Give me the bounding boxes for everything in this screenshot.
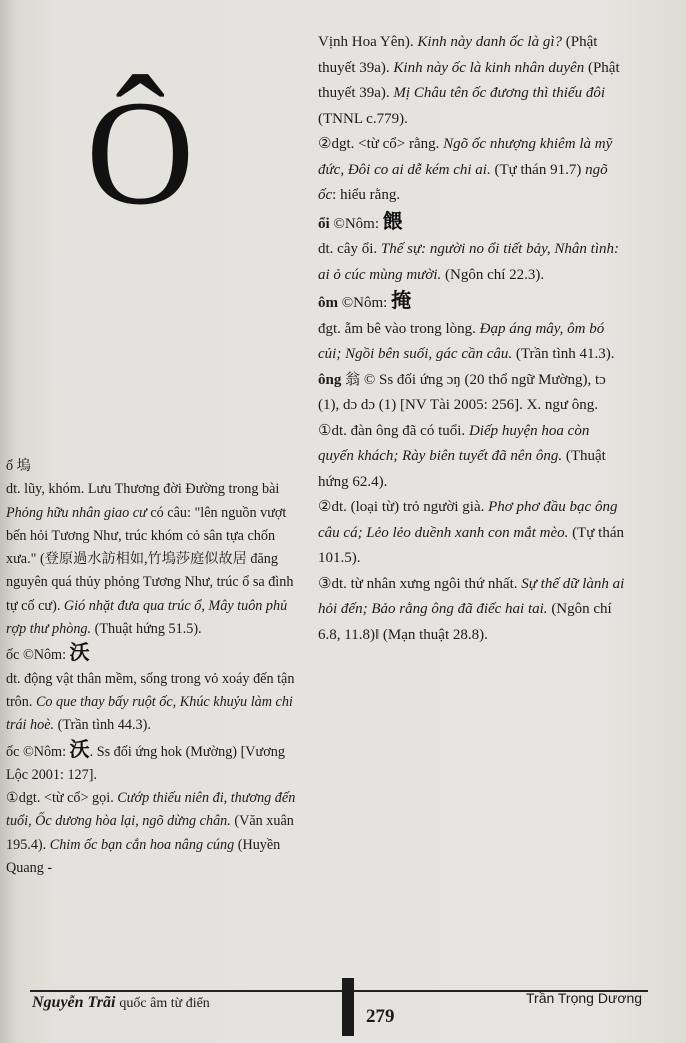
definition: đgt. ẵm bê vào trong lòng. [318, 320, 480, 337]
headword: ôm [318, 295, 338, 311]
headword: ốc ©Nôm: [6, 743, 67, 760]
citation: (Huyền Quang - [6, 836, 281, 877]
entry-ong-head [318, 368, 628, 419]
quote: Chim ốc bạn cắn hoa nâng cúng [49, 836, 235, 853]
headword: ốc ©Nôm: [6, 647, 67, 664]
etymology: 翁 © Ss đối ứng ɔŋ (20 thổ ngữ Mường), tɔ (1), dɔ dɔ (1) [NV Tài 2005: 256]. X. ngư ông. [318, 371, 606, 413]
citation: (Tự thán 101.5). [318, 524, 624, 566]
quote: Kinh này ốc là kinh nhân duyên [393, 59, 585, 76]
quote: Sự thế dữ lành ai hỏi đến; Bảo rằng ông đã điếc hai tai. [318, 575, 625, 617]
definition: dt. lũy, khóm. Lưu Thương đời Đường trong bài [6, 481, 280, 498]
quote: Phỏng hữu nhân giao cư [6, 504, 147, 521]
entry-o-2 [6, 455, 306, 641]
entry-oc-2-sense-1 [6, 787, 306, 880]
entry-ong-sense-1 [318, 419, 628, 496]
definition: ②dt. (loại từ) trỏ người già. [318, 499, 489, 515]
quote: Diếp huyện hoa còn quyến khách; Rày biên tuyết đã nên ông. [318, 422, 590, 464]
citation: (Phật thuyết 39a). [318, 34, 598, 76]
quote: Thế sự: người no ổi tiết bảy, Nhân tình: ai ỏ cúc mùng mười. [318, 241, 620, 283]
book-subtitle: quốc âm từ điển [119, 996, 210, 1011]
page-footer [0, 978, 686, 1043]
term: ngõ ốc [318, 161, 608, 203]
definition: . Ss đối ứng hok (Mường) [Vương Lộc 2001: 127]. [6, 743, 285, 783]
book-title-text: Nguyễn Trãi [32, 994, 116, 1011]
author-name: Trần Trọng Dương [526, 990, 643, 1006]
definition: Vịnh Hoa Yên). [318, 34, 418, 50]
entry-ong-sense-3 [318, 572, 628, 649]
citation: (Ngôn chí 22.3). [441, 266, 545, 283]
citation: (Trần tình 41.3). [512, 346, 615, 362]
nom-glyph: 掩 [391, 288, 412, 312]
citation: (Văn xuân 195.4). [6, 813, 294, 853]
quote: Ngõ ốc nhượng khiêm là mỹ đức, Đôi co ai dễ kém chi ai. [318, 136, 613, 178]
citation: (Ngôn chí 6.8, 11.8)‖ (Mạn thuật 28.8). [318, 601, 612, 643]
definition: ①dt. đàn ông đã có tuổi. [318, 422, 469, 439]
entry-oi-def [318, 237, 628, 288]
quote: Cướp thiếu niên đi, thương đến tuổi, Ốc dương hòa lại, ngõ dừng chân. [6, 790, 296, 830]
entry-ong-sense-2 [318, 495, 628, 572]
definition: dt. cây ổi. [318, 241, 381, 257]
definition-cont: có câu: "lên nguồn vượt bến hỏi Tương Như, trúc khóm cỏ sân tựa chốn xưa." (登原過水訪相如,竹塢莎庭似故居 đăng nguyên quá thủy phỏng Tương Như, trúc ổ sa đình tự cố cư). [6, 504, 294, 614]
entry-sense-2 [318, 132, 628, 209]
quote: Phơ phơ đầu bạc ông câu cá; Lẻo lẻo duềnh xanh con mắt mèo. [318, 499, 618, 541]
entry-om-def [318, 317, 628, 368]
book-title [32, 994, 210, 1012]
quote: Mị Châu tên ốc đương thì thiếu đôi [393, 85, 605, 101]
nom-glyph: 沃 [69, 736, 90, 761]
citation: (Trần tình 44.3). [54, 717, 151, 734]
entry-oc-1 [6, 641, 306, 737]
source-label: ©Nôm: [338, 295, 392, 311]
quote: Co que thay bấy ruột ốc, Khúc khuỷu làm chi trái hoè. [6, 693, 293, 734]
page-number: 279 [366, 1006, 395, 1027]
citation: (TNNL c.779). [318, 110, 408, 127]
headword: ổ 塢 [6, 458, 31, 474]
drop-letter: Ô [86, 70, 195, 236]
headword: ông [318, 371, 342, 388]
entry-cont [318, 30, 628, 132]
nom-glyph: 沃 [69, 640, 90, 665]
definition: ③dt. từ nhân xưng ngôi thứ nhất. [318, 575, 522, 592]
quote: Đạp áng mây, ôm bó củi; Ngồi bên suối, gác cần câu. [318, 320, 605, 362]
entry-om-head [318, 288, 628, 317]
nom-glyph: 餵 [382, 208, 403, 233]
footer-bar [342, 978, 354, 1036]
entry-oi-head [318, 209, 628, 238]
definition: ②dgt. <từ cổ> rằng. [318, 136, 444, 152]
citation: (Thuật hứng 62.4). [318, 448, 606, 490]
entry-oc-2 [6, 738, 306, 788]
left-column [6, 455, 306, 880]
citation: (Phật thuyết 39a). [318, 59, 620, 101]
headword: ổi [318, 215, 330, 232]
sense-label: ①dgt. <từ cổ> gọi. [6, 790, 114, 807]
gloss: : hiểu rằng. [332, 187, 401, 203]
quote: Gió nhặt đưa qua trúc ổ, Mây tuôn phủ rợp thư phòng. [6, 597, 288, 638]
citation: (Thuật hứng 51.5). [91, 621, 202, 638]
definition: dt. động vật thân mềm, sống trong vỏ xoáy đến tận trôn. [6, 670, 295, 710]
quote: Kinh này danh ốc là gì? [417, 34, 562, 50]
citation: (Tự thán 91.7) [490, 161, 586, 178]
source-label: ©Nôm: [329, 215, 383, 232]
right-column [318, 30, 628, 648]
